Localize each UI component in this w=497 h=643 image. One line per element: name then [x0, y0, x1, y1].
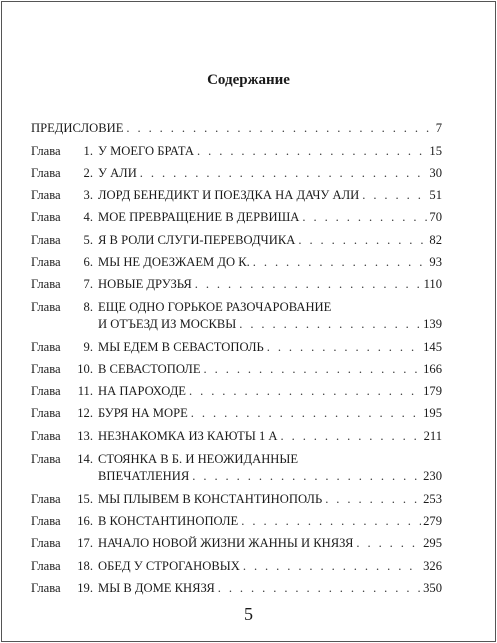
- toc-page: 139: [423, 317, 442, 331]
- toc-page: 279: [423, 514, 442, 528]
- chapter-number: 7.: [83, 277, 93, 291]
- chapter-number: 16.: [77, 514, 93, 528]
- dot-leader: [298, 231, 427, 249]
- chapter-label: Глава: [31, 210, 61, 224]
- toc-entry: [31, 298, 442, 316]
- chapter-number: 14.: [77, 452, 93, 466]
- chapter-label: Глава: [31, 384, 61, 398]
- toc-page: 82: [429, 233, 442, 247]
- toc-entry: [31, 338, 442, 356]
- chapter-number: 18.: [77, 559, 93, 573]
- toc-page: 70: [429, 210, 442, 224]
- dot-leader: [281, 427, 422, 445]
- toc-entry-continuation: [31, 467, 442, 485]
- toc-page: 295: [423, 536, 442, 550]
- toc-entry: [31, 404, 442, 422]
- chapter-label: Глава: [31, 300, 61, 314]
- chapter-number: 1.: [83, 144, 93, 158]
- chapter-label: Глава: [31, 362, 61, 376]
- chapter-number: 19.: [77, 581, 93, 595]
- toc-entry: [31, 186, 442, 204]
- dot-leader: [126, 119, 433, 137]
- chapter-label: Глава: [31, 514, 61, 528]
- dot-leader: [267, 338, 421, 356]
- toc-title: Я В РОЛИ СЛУГИ-ПЕРЕВОДЧИКА: [98, 233, 296, 247]
- toc-title: МЫ ЕДЕМ В СЕВАСТОПОЛЬ: [98, 340, 264, 354]
- toc-entry: [31, 427, 442, 445]
- toc-title: И ОТЪЕЗД ИЗ МОСКВЫ: [98, 317, 237, 331]
- toc-title-line1: ЕЩЕ ОДНО ГОРЬКОЕ РАЗОЧАРОВАНИЕ: [98, 300, 332, 314]
- chapter-label: Глава: [31, 492, 61, 506]
- chapter-number: 12.: [77, 406, 93, 420]
- dot-leader: [204, 360, 422, 378]
- dot-leader: [189, 382, 421, 400]
- chapter-number: 8.: [83, 300, 93, 314]
- toc-entry: [31, 579, 442, 597]
- toc-title: ВПЕЧАТЛЕНИЯ: [98, 469, 190, 483]
- chapter-label: Глава: [31, 536, 61, 550]
- toc-page: 51: [429, 188, 442, 202]
- toc-entry-continuation: [31, 315, 442, 333]
- toc-page: 211: [423, 429, 442, 443]
- chapter-label: Глава: [31, 166, 61, 180]
- toc-entry: [31, 490, 442, 508]
- toc-title: НЕЗНАКОМКА ИЗ КАЮТЫ 1 А: [98, 429, 278, 443]
- dot-leader: [241, 512, 421, 530]
- chapter-label: Глава: [31, 255, 61, 269]
- toc-page: 166: [423, 362, 442, 376]
- dot-leader: [197, 142, 427, 160]
- toc-entry: [31, 142, 442, 160]
- toc-entry: [31, 275, 442, 293]
- toc-entry: [31, 360, 442, 378]
- toc-page: 7: [435, 121, 442, 135]
- chapter-label: Глава: [31, 144, 61, 158]
- chapter-label: Глава: [31, 452, 61, 466]
- chapter-label: Глава: [31, 340, 61, 354]
- dot-leader: [239, 315, 421, 333]
- toc-entry: [31, 450, 442, 468]
- chapter-label: Глава: [31, 406, 61, 420]
- chapter-number: 13.: [77, 429, 93, 443]
- toc-title: У АЛИ: [98, 166, 137, 180]
- dot-leader: [362, 186, 427, 204]
- chapter-label: Глава: [31, 233, 61, 247]
- chapter-number: 4.: [83, 210, 93, 224]
- chapter-label: Глава: [31, 277, 61, 291]
- chapter-number: 17.: [77, 536, 93, 550]
- dot-leader: [253, 253, 428, 271]
- dot-leader: [218, 579, 421, 597]
- toc-entry: [31, 253, 442, 271]
- dot-leader: [325, 490, 421, 508]
- toc-page: 350: [423, 581, 442, 595]
- toc-title: МОЕ ПРЕВРАЩЕНИЕ В ДЕРВИША: [98, 210, 300, 224]
- toc-title: ПРЕДИСЛОВИЕ: [31, 121, 124, 135]
- chapter-number: 9.: [83, 340, 93, 354]
- toc-page: 145: [423, 340, 442, 354]
- dot-leader: [192, 467, 421, 485]
- page-title: Содержание: [207, 72, 290, 88]
- chapter-number: 11.: [77, 384, 93, 398]
- toc-title: БУРЯ НА МОРЕ: [98, 406, 188, 420]
- toc-title: МЫ ПЛЫВЕМ В КОНСТАНТИНОПОЛЬ: [98, 492, 323, 506]
- toc-page: 179: [423, 384, 442, 398]
- toc-title: В СЕВАСТОПОЛЕ: [98, 362, 201, 376]
- toc-page: 230: [423, 469, 442, 483]
- dot-leader: [140, 164, 428, 182]
- book-page: [1, 1, 496, 642]
- chapter-number: 10.: [77, 362, 93, 376]
- page-number: 5: [244, 604, 253, 624]
- toc-title: МЫ НЕ ДОЕЗЖАЕМ ДО К.: [98, 255, 250, 269]
- chapter-label: Глава: [31, 188, 61, 202]
- chapter-number: 2.: [83, 166, 93, 180]
- toc-title-line1: СТОЯНКА В Б. И НЕОЖИДАННЫЕ: [98, 452, 299, 466]
- toc-title: МЫ В ДОМЕ КНЯЗЯ: [98, 581, 215, 595]
- toc-page: 110: [423, 277, 442, 291]
- toc-entry: [31, 231, 442, 249]
- toc-entry: [31, 512, 442, 530]
- toc-entry: [31, 164, 442, 182]
- toc-title: НОВЫЕ ДРУЗЬЯ: [98, 277, 192, 291]
- dot-leader: [302, 208, 427, 226]
- toc-page: 326: [423, 559, 442, 573]
- toc-title: НАЧАЛО НОВОЙ ЖИЗНИ ЖАННЫ И КНЯЗЯ: [98, 536, 354, 550]
- chapter-number: 15.: [77, 492, 93, 506]
- toc-title: НА ПАРОХОДЕ: [98, 384, 187, 398]
- toc-entry: [31, 208, 442, 226]
- toc-page: 195: [423, 406, 442, 420]
- toc-entry-preface: [31, 119, 442, 137]
- toc-page: 93: [429, 255, 442, 269]
- toc-title: ОБЕД У СТРОГАНОВЫХ: [98, 559, 240, 573]
- chapter-label: Глава: [31, 581, 61, 595]
- toc-page: 15: [429, 144, 442, 158]
- chapter-number: 3.: [83, 188, 93, 202]
- toc-title: В КОНСТАНТИНОПОЛЕ: [98, 514, 239, 528]
- dot-leader: [243, 557, 421, 575]
- toc-title: ЛОРД БЕНЕДИКТ И ПОЕЗДКА НА ДАЧУ АЛИ: [98, 188, 360, 202]
- chapter-number: 6.: [83, 255, 93, 269]
- toc-page: 253: [423, 492, 442, 506]
- dot-leader: [356, 534, 421, 552]
- dot-leader: [195, 275, 422, 293]
- chapter-label: Глава: [31, 559, 61, 573]
- toc-entry: [31, 534, 442, 552]
- toc-entry: [31, 557, 442, 575]
- chapter-label: Глава: [31, 429, 61, 443]
- toc-title: У МОЕГО БРАТА: [98, 144, 195, 158]
- toc-page: 30: [429, 166, 442, 180]
- dot-leader: [191, 404, 421, 422]
- chapter-number: 5.: [83, 233, 93, 247]
- toc-entry: [31, 382, 442, 400]
